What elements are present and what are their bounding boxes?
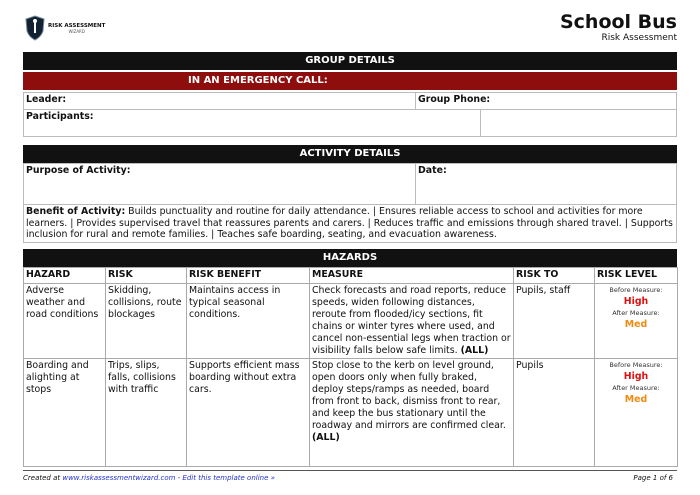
after-level: Med — [624, 319, 648, 330]
benefit-cell: Maintains access in typical seasonal conditions. — [187, 284, 310, 359]
risk-level-cell — [595, 284, 678, 359]
measure-tag: (ALL) — [312, 432, 340, 443]
measure-text: Stop close to the kerb on level ground, open doors only when fully braked, deploy steps/ramps as needed, board from front to back, dismiss front to rear, and keep the bus stationary until the roadway and mirrors are confirmed clear. — [312, 360, 506, 431]
page-number: Page 1 of 6 — [633, 474, 673, 482]
leader-field[interactable]: Leader: — [23, 92, 416, 110]
risk-cell: Trips, slips, falls, collisions with traffic — [106, 359, 187, 467]
footer-edit-link[interactable]: - Edit this template online » — [175, 474, 275, 482]
measure-tag: (ALL) — [460, 345, 489, 356]
risk-level-cell — [595, 359, 678, 467]
participants-field[interactable]: Participants: — [23, 109, 481, 137]
risk-to-cell: Pupils, staff — [514, 284, 595, 359]
table-row — [24, 359, 678, 467]
participants-extra[interactable] — [480, 109, 677, 137]
footer-created: Created at — [23, 474, 63, 482]
date-field[interactable]: Date: — [415, 163, 677, 205]
risk-to-cell: Pupils — [514, 359, 595, 467]
before-label: Before Measure: — [609, 286, 663, 294]
col-risk-level: RISK LEVEL — [595, 268, 678, 284]
hazards-table — [23, 267, 678, 467]
group-phone-field[interactable]: Group Phone: — [415, 92, 677, 110]
col-measure: MEASURE — [310, 268, 514, 284]
after-label: After Measure: — [612, 384, 660, 392]
page-title: School Bus — [559, 11, 677, 33]
before-label: Before Measure: — [609, 361, 663, 369]
measure-text: Check forecasts and road reports, reduce speeds, widen following distances, reroute from flooded/icy sections, fit chains or winter tyres where used, and cancel non-essential legs when traction or visibility falls below safe limits. — [312, 285, 511, 356]
measure-cell — [310, 359, 514, 467]
col-risk-to: RISK TO — [514, 268, 595, 284]
hazards-header: HAZARDS — [23, 249, 677, 267]
hazard-cell: Adverse weather and road conditions — [24, 284, 106, 359]
col-risk: RISK — [106, 268, 187, 284]
after-level: Med — [624, 394, 648, 405]
page-subtitle: Risk Assessment — [601, 33, 677, 43]
benefit-field — [23, 204, 677, 243]
footer-left — [23, 472, 275, 484]
benefit-cell: Supports efficient mass boarding without extra cars. — [187, 359, 310, 467]
logo — [25, 15, 105, 41]
before-level: High — [623, 296, 649, 307]
benefit-text: Builds punctuality and routine for daily attendance. | Ensures reliable access to school and activities for more learners. | Provides supervised travel that reassures parents and carers. | Reduces traffic and emissions through shared travel. | Supports inclusion for rural and remote families. | Teaches safe boarding, seating, and evacuation awareness. — [26, 206, 673, 240]
before-level: High — [623, 371, 649, 382]
emergency-label: IN AN EMERGENCY CALL: — [188, 75, 328, 86]
hazard-cell: Boarding and alighting at stops — [24, 359, 106, 467]
purpose-field[interactable]: Purpose of Activity: — [23, 163, 416, 205]
logo-text: RISK ASSESSMENT — [48, 22, 106, 29]
hazards-header-row — [24, 268, 678, 284]
benefit-label: Benefit of Activity: — [26, 206, 126, 217]
table-row — [24, 284, 678, 359]
col-risk-benefit: RISK BENEFIT — [187, 268, 310, 284]
logo-subtext: WIZARD — [68, 28, 85, 34]
footer-link[interactable]: www.riskassessmentwizard.com — [62, 474, 176, 482]
shield-logo-icon — [25, 15, 45, 41]
col-hazard: HAZARD — [24, 268, 106, 284]
measure-cell — [310, 284, 514, 359]
risk-cell: Skidding, collisions, route blockages — [106, 284, 187, 359]
activity-details-header: ACTIVITY DETAILS — [23, 145, 677, 163]
after-label: After Measure: — [612, 309, 660, 317]
footer-divider — [23, 470, 677, 471]
emergency-bar — [23, 72, 677, 90]
group-details-header: GROUP DETAILS — [23, 52, 677, 70]
